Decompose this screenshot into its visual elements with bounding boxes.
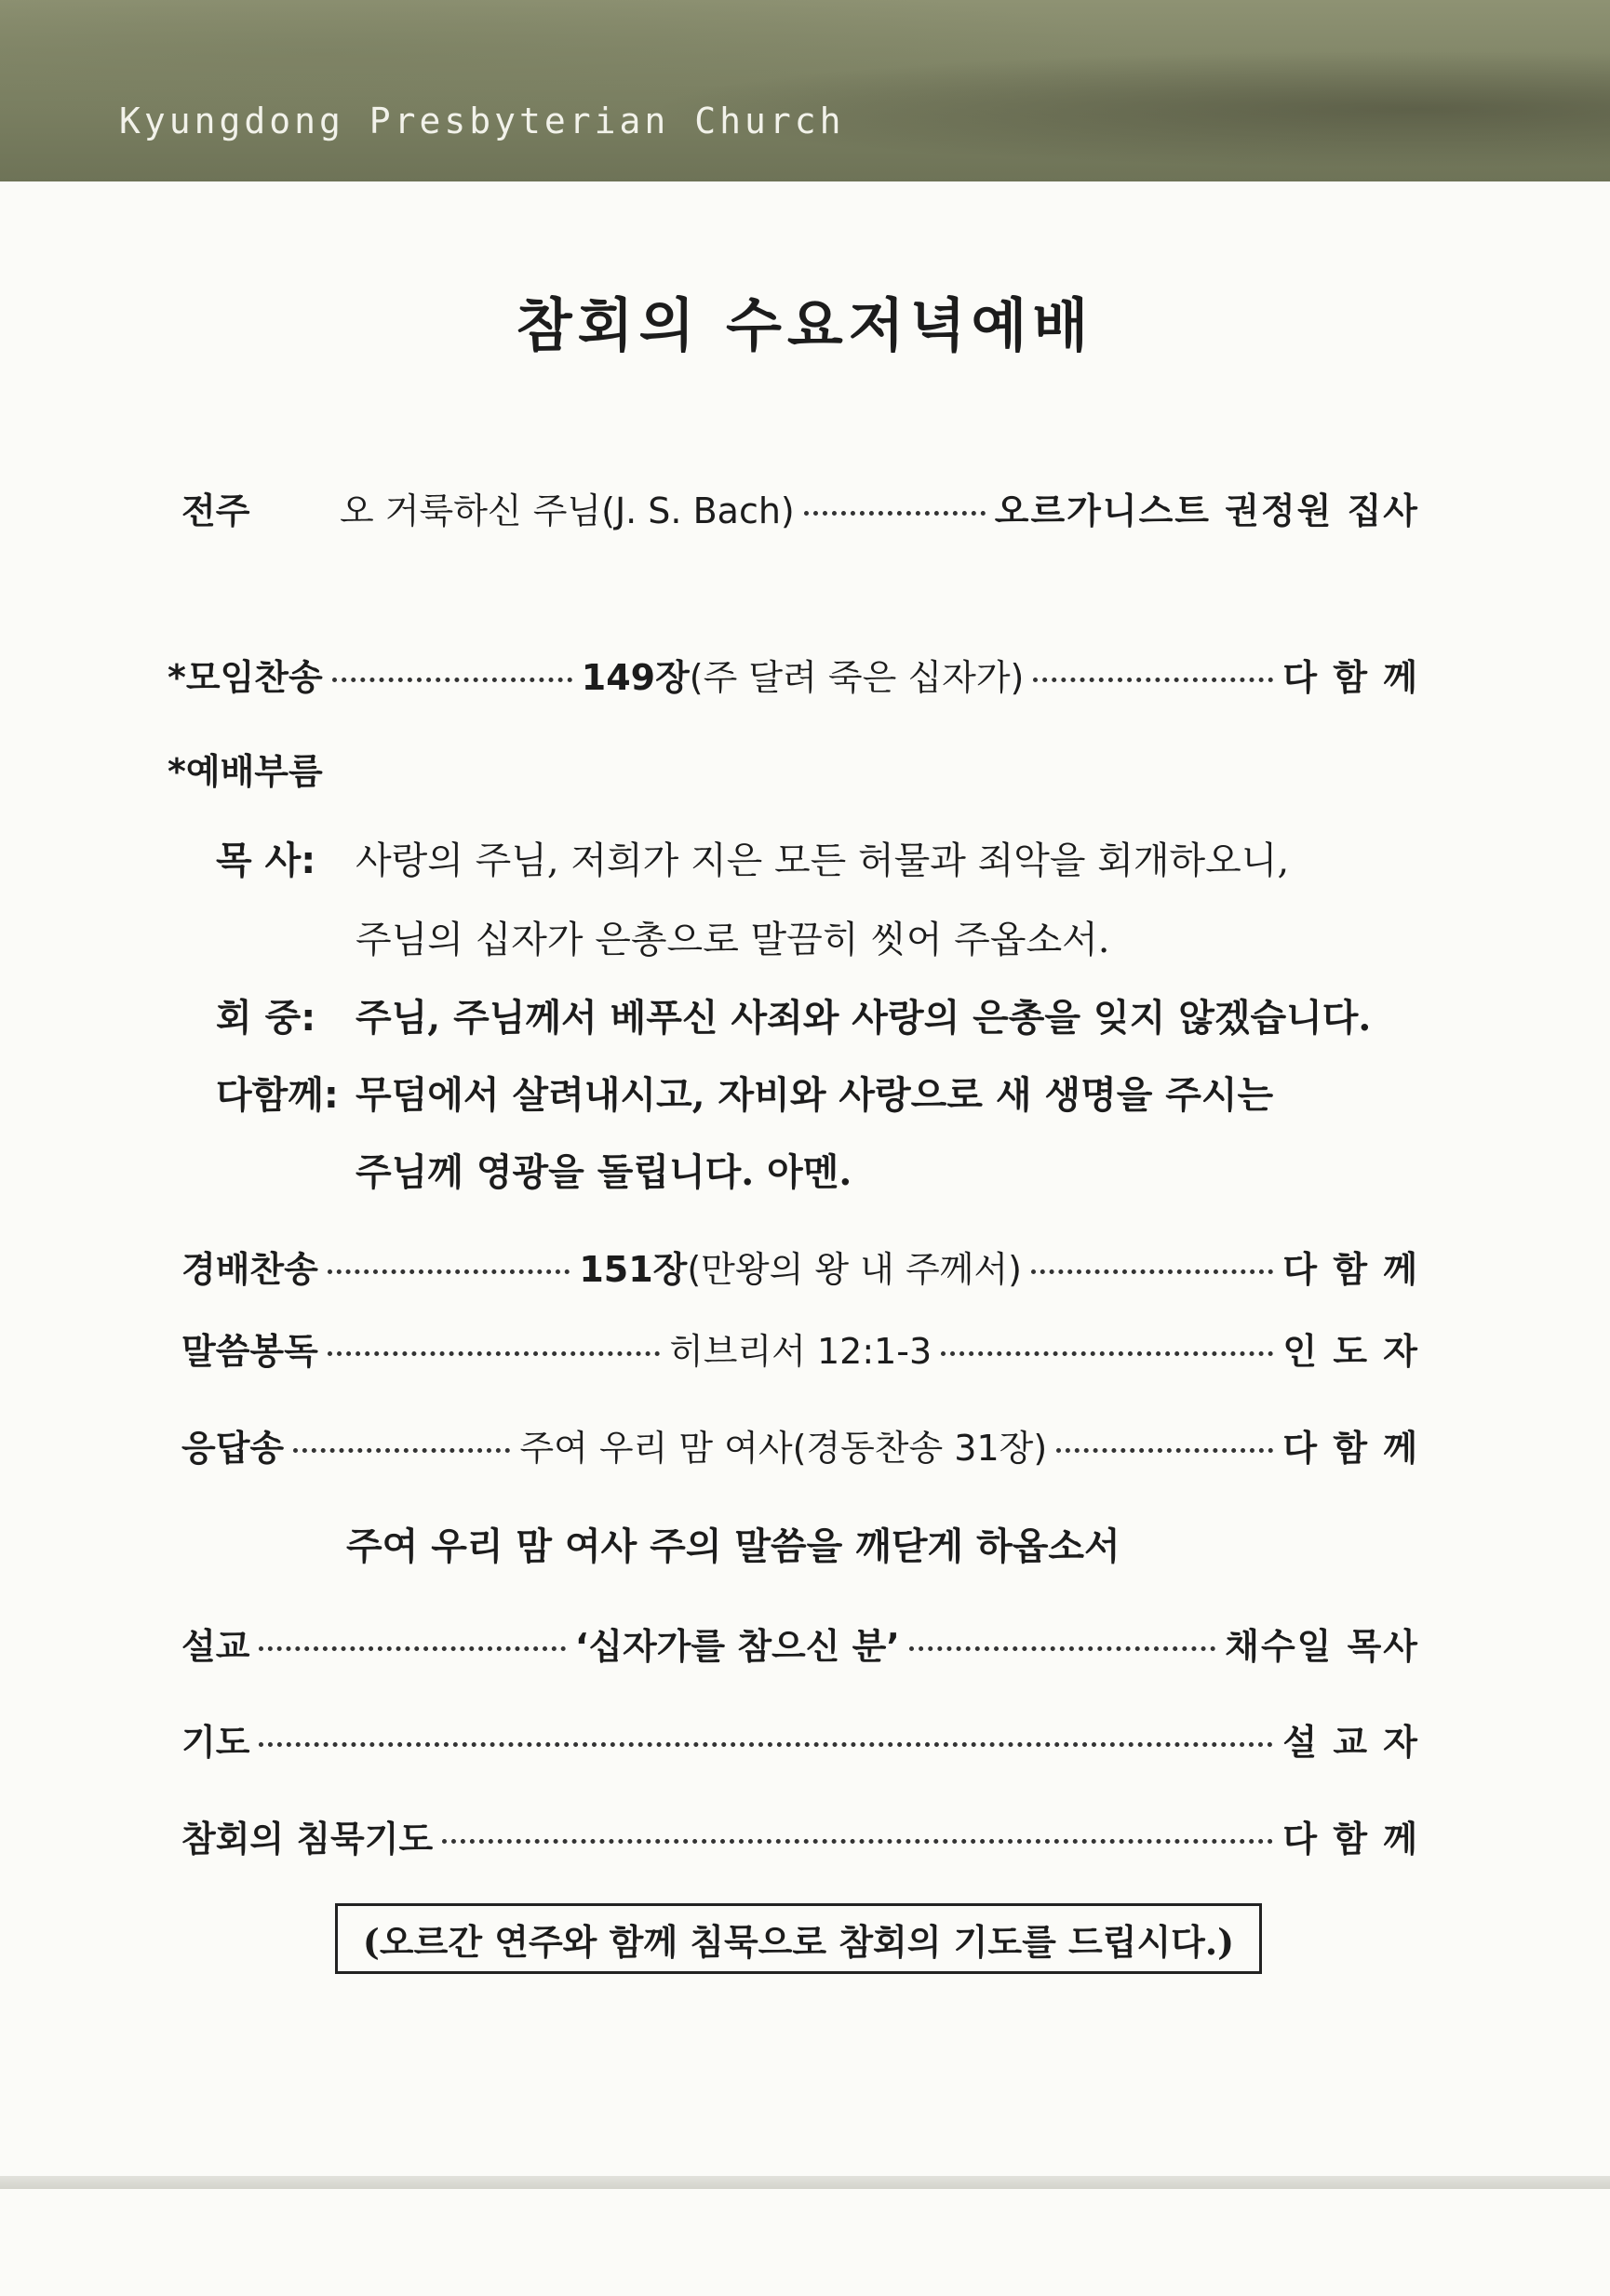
prayer-label: 기도 [181, 1721, 250, 1763]
leader-dots [259, 1742, 1273, 1747]
sermon-label: 설교 [181, 1625, 250, 1667]
response-song-title: 주여 우리 맘 여사 [519, 1427, 793, 1469]
leader-dots [332, 678, 572, 682]
response-song-row [181, 1417, 1419, 1472]
page-title: 참회의 수요저녁예배 [516, 291, 1094, 359]
leader-dots [1056, 1448, 1273, 1453]
scripture-by: 인 도 자 [1282, 1330, 1420, 1372]
leader-dots [804, 511, 986, 516]
leader-dots [1031, 1269, 1273, 1274]
pastor-label: 목 사: [216, 839, 316, 882]
call-to-worship-label: *예배부름 [168, 750, 323, 792]
prelude-piece: 오 거룩하신 주님(J. S. Bach) [340, 490, 795, 531]
all-text-1: 무덤에서 살려내시고, 자비와 사랑으로 새 생명을 주시는 [356, 1073, 1274, 1117]
response-song-label: 응답송 [181, 1427, 285, 1469]
praise-hymn-title: (만왕의 왕 내 주께서) [687, 1248, 1022, 1290]
gathering-hymn-by: 다 함 께 [1282, 656, 1419, 698]
praise-hymn-by: 다 함 께 [1282, 1248, 1419, 1290]
prelude-row [181, 479, 1419, 535]
all-label: 다함께: [216, 1074, 339, 1117]
bottom-divider [0, 2176, 1610, 2189]
silent-prayer-label: 참회의 침묵기도 [181, 1818, 434, 1860]
response-song-source: (경동찬송 31장) [792, 1427, 1048, 1469]
pastor-text-1: 사랑의 주님, 저희가 지은 모든 허물과 죄악을 회개하오니, [356, 839, 1290, 882]
congregation-label: 회 중: [216, 997, 316, 1040]
silent-prayer-note: (오르간 연주와 함께 침묵으로 참회의 기도를 드립시다.) [335, 1903, 1262, 1974]
praise-hymn-row [181, 1238, 1419, 1294]
gathering-hymn-label: *모임찬송 [168, 656, 323, 698]
call-to-worship-row [168, 740, 1405, 796]
prelude-label: 전주 [181, 490, 250, 531]
church-name: Kyungdong Presbyterian Church [119, 101, 845, 141]
pastor-line-2: 주님의 십자가 은총으로 말끔히 씻어 주옵소서. [356, 919, 1110, 961]
pastor-line-1 [216, 831, 1289, 884]
gathering-hymn-text [582, 649, 1025, 700]
scripture-row [181, 1320, 1419, 1376]
gathering-hymn-title: (주 달려 죽은 십자가) [689, 656, 1025, 698]
leader-dots [909, 1646, 1215, 1651]
leader-dots [259, 1646, 565, 1651]
leader-dots [1033, 678, 1273, 682]
congregation-text: 주님, 주님께서 베푸신 사죄와 사랑의 은총을 잊지 않겠습니다. [356, 996, 1372, 1040]
all-line-1 [216, 1066, 1273, 1119]
leader-dots [293, 1448, 510, 1453]
scripture-passage: 히브리서 12:1-3 [669, 1330, 932, 1372]
prayer-row [181, 1711, 1419, 1766]
praise-hymn-text [579, 1241, 1022, 1292]
response-lyric: 주여 우리 맘 여사 주의 말씀을 깨닫게 하옵소서 [346, 1524, 1120, 1568]
response-song-text [519, 1419, 1047, 1470]
response-song-by: 다 함 께 [1282, 1427, 1420, 1469]
praise-hymn-number: 151장 [579, 1248, 688, 1290]
header-banner [0, 0, 1610, 181]
silent-prayer-row [181, 1807, 1419, 1863]
silent-prayer-by: 다 함 께 [1282, 1818, 1419, 1860]
leader-dots [328, 1351, 660, 1356]
sermon-row [181, 1615, 1419, 1671]
leader-dots [941, 1351, 1273, 1356]
sermon-by: 채수일 목사 [1225, 1625, 1420, 1667]
sermon-title: ‘십자가를 참으신 분’ [574, 1625, 900, 1667]
prelude-performer: 오르가니스트 권정원 집사 [994, 490, 1419, 531]
leader-dots [328, 1269, 570, 1274]
prayer-by: 설 교 자 [1282, 1721, 1419, 1763]
gathering-hymn-number: 149장 [581, 656, 690, 698]
praise-hymn-label: 경배찬송 [181, 1248, 318, 1290]
congregation-line [216, 988, 1371, 1041]
scripture-label: 말씀봉독 [181, 1330, 318, 1372]
gathering-hymn-row [168, 646, 1419, 702]
all-line-2: 주님께 영광을 돌립니다. 아멘. [356, 1150, 852, 1194]
leader-dots [442, 1839, 1273, 1844]
